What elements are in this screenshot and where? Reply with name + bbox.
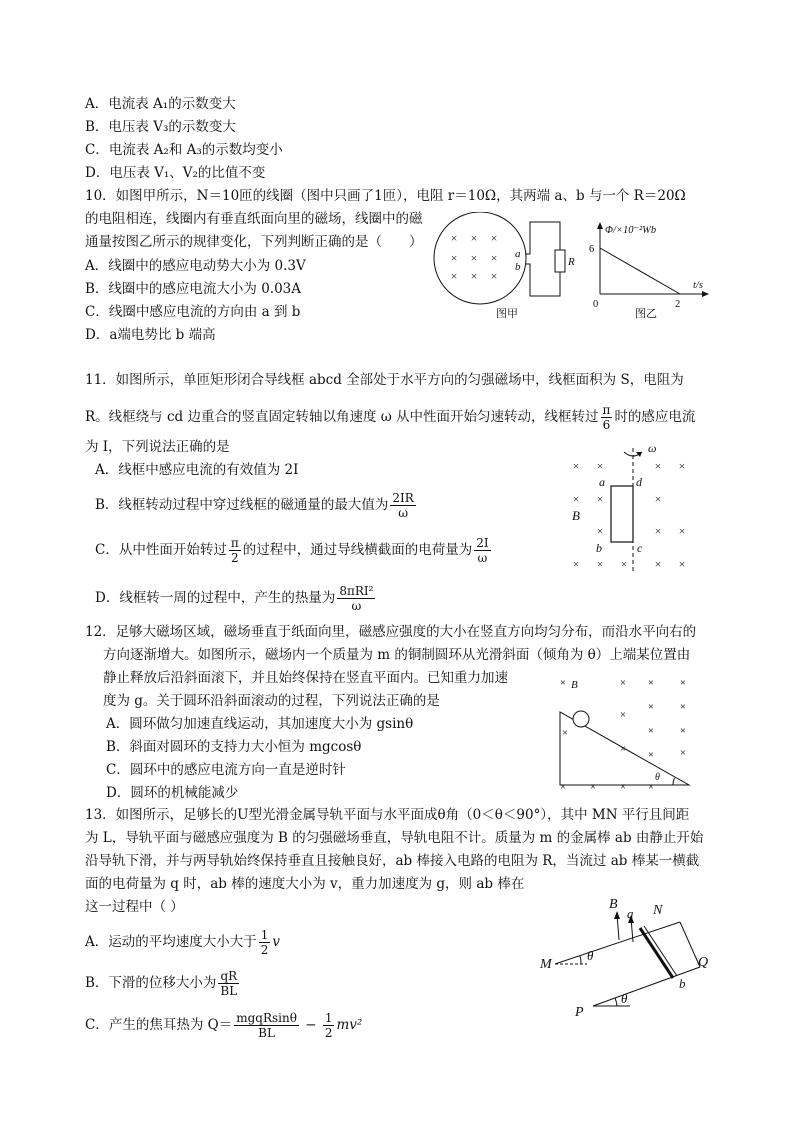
- rail-connector: [680, 922, 700, 967]
- svg-text:×: ×: [647, 677, 655, 689]
- q13-stem-1: 13．如图所示，足够长的U型光滑金属导轨平面与水平面成θ角（0＜θ＜90°），其中 MN 平行且间距: [85, 807, 690, 823]
- label-omega: ω: [648, 441, 657, 455]
- q10-stem-2: 的电阻相连，线圈内有垂直纸面向里的磁场，线圈中的磁: [85, 211, 423, 227]
- frac-2i-omega: $\frac{2I}{\omega}$: [476, 536, 489, 565]
- svg-text:×: ×: [450, 231, 458, 245]
- q12-figure-incline: [555, 672, 700, 794]
- x-axis-arrow: [702, 291, 709, 297]
- label-b: b: [679, 976, 686, 991]
- coil-circle: [434, 212, 526, 304]
- theta-arc-1: [580, 956, 581, 964]
- metal-rod-ab: [640, 928, 673, 978]
- magnetic-field-marks: [451, 231, 498, 283]
- q9-option-b: B．电压表 V₃的示数变大: [85, 119, 236, 135]
- frac-2ir-omega: $\frac{2IR}{\omega}$: [392, 491, 414, 520]
- svg-text:×: ×: [470, 269, 478, 283]
- svg-text:×: ×: [572, 492, 580, 506]
- label-a: a: [599, 475, 605, 489]
- q13-stem-4: 面的电荷量为 q 时，ab 棒的速度大小为 v，重力加速度为 g，则 ab 棒在: [85, 876, 525, 892]
- wire-frame-abcd: [611, 486, 633, 542]
- svg-text:×: ×: [679, 725, 687, 737]
- frac-pi-over-6: $\frac{\pi}{6}$: [602, 403, 611, 432]
- q13-stem-2: 为 L，导轨平面与磁感应强度为 B 的匀强磁场垂直，导轨电阻不计。质量为 m 的金属棒 ab 由静止开始: [85, 830, 704, 846]
- frac-qr-bl: $\frac{qR}{BL}$: [220, 969, 238, 998]
- svg-text:×: ×: [654, 459, 662, 473]
- label-B: B: [571, 679, 578, 691]
- q13-stem-3: 沿导轨下滑，并与两导轨始终保持垂直且接触良好，ab 棒接入电路的电阻为 R，当流过 ab 棒某一横截: [85, 853, 700, 869]
- q11-stem-3: 为 I，下列说法正确的是: [85, 439, 230, 455]
- copper-ring: [573, 711, 589, 727]
- q11-stem-2b: 时的感应电流: [614, 409, 696, 425]
- q10-option-b: B．线圈中的感应电流大小为 0.03A: [85, 281, 302, 297]
- q12-option-a: A．圆环做匀加速直线运动，其加速度大小为 gsinθ: [106, 716, 414, 732]
- magnetic-field-marks: [560, 677, 686, 793]
- frac-8pi-r-i2: $\frac{\text{8πRI²}}{\omega}$: [339, 584, 374, 613]
- q10-option-a: A．线圈中的感应电动势大小为 0.3V: [85, 258, 306, 274]
- svg-text:×: ×: [561, 727, 569, 739]
- svg-text:×: ×: [620, 557, 628, 571]
- label-M: M: [540, 957, 552, 972]
- svg-text:×: ×: [559, 781, 567, 793]
- svg-text:×: ×: [596, 557, 604, 571]
- svg-text:×: ×: [679, 701, 687, 713]
- svg-text:×: ×: [647, 749, 655, 761]
- label-a: a: [627, 906, 634, 921]
- svg-text:×: ×: [679, 747, 687, 759]
- svg-text:×: ×: [654, 557, 662, 571]
- q12-stem-2: 方向逐渐增大。如图所示，磁场内一个质量为 m 的铜制圆环从光滑斜面（倾角为 θ）上端某位置由: [103, 647, 691, 663]
- q11-option-d: D．线框转一周的过程中，产生的热量为 $\frac{\text{8πRI²}}{\omega}$: [95, 584, 374, 613]
- y-axis-arrow: [597, 222, 603, 229]
- svg-text:×: ×: [619, 743, 627, 755]
- x-axis-label: t/s: [693, 280, 703, 291]
- q12-option-b: B．斜面对圆环的支持力大小恒为 mgcosθ: [106, 739, 362, 755]
- q9-option-c: C．电流表 A₂和 A₃的示数均变小: [85, 142, 283, 158]
- svg-text:×: ×: [678, 524, 686, 538]
- frac-joule: $\frac{\text{mgqRsinθ}}{BL}$: [236, 1011, 297, 1040]
- svg-text:×: ×: [678, 557, 686, 571]
- x-tick-2: 2: [675, 299, 681, 310]
- svg-text:×: ×: [596, 492, 604, 506]
- q12-stem-4: 度为 g。关于圆环沿斜面滚动的过程，下列说法正确的是: [103, 693, 440, 709]
- flux-series-line: [600, 248, 680, 294]
- svg-text:×: ×: [490, 231, 498, 245]
- resistor-R: [555, 250, 565, 272]
- label-P: P: [575, 1005, 584, 1020]
- svg-text:×: ×: [572, 557, 580, 571]
- caption-fig-a: 图甲: [496, 308, 518, 320]
- q11-option-b: B．线框转动过程中穿过线框的磁通量的最大值为 $\frac{2IR}{\omega}$: [95, 491, 414, 520]
- q11-stem-2: [85, 400, 695, 434]
- label-B: B: [572, 508, 580, 523]
- q13-stem-5: 这一过程中（ ）: [85, 899, 184, 915]
- q12-stem-1: 12．足够大磁场区域，磁场垂直于纸面向里，磁感应强度的大小在竖直方向均匀分布，而沿水平向右的: [85, 624, 697, 640]
- y-tick-6: 6: [589, 244, 595, 255]
- frac-one-half: $\frac{1}{2}$: [260, 928, 269, 957]
- q12-stem-3: 静止释放后沿斜面滚下，并且始终保持在竖直平面内。已知重力加速: [103, 670, 508, 686]
- label-Q: Q: [698, 955, 709, 970]
- q10-figure-coil: [432, 212, 582, 322]
- svg-text:×: ×: [679, 677, 687, 689]
- svg-text:×: ×: [572, 459, 580, 473]
- svg-text:×: ×: [470, 251, 478, 265]
- svg-text:×: ×: [450, 269, 458, 283]
- label-B: B: [609, 897, 618, 912]
- q13-option-a: A．运动的平均速度大小大于 $\frac{1}{2}$ v: [85, 928, 281, 957]
- svg-text:×: ×: [619, 781, 627, 793]
- svg-text:×: ×: [559, 677, 567, 689]
- q12-option-c: C．圆环中的感应电流方向一直是逆时针: [106, 762, 346, 778]
- label-N: N: [653, 903, 663, 918]
- label-theta-2: θ: [621, 991, 628, 1006]
- q10-figure-flux-chart: [585, 220, 715, 322]
- svg-text:×: ×: [589, 781, 597, 793]
- theta-arc-2: [615, 998, 617, 1006]
- svg-text:×: ×: [654, 492, 662, 506]
- label-R: R: [568, 256, 575, 268]
- magnetic-field-marks: [573, 459, 686, 571]
- svg-text:×: ×: [596, 524, 604, 538]
- q10-option-d: D．a端电势比 b 端高: [85, 327, 216, 343]
- label-b: b: [596, 541, 602, 555]
- svg-text:×: ×: [654, 524, 662, 538]
- svg-text:×: ×: [490, 269, 498, 283]
- theta-arc: [673, 778, 675, 785]
- q9-option-a: A．电流表 A₁的示数变大: [85, 96, 236, 112]
- q13-option-b: B．下滑的位移大小为 $\frac{qR}{BL}$: [85, 969, 238, 998]
- wire-top: [525, 222, 560, 254]
- q10-stem-3: 通量按图乙所示的规律变化，下列判断正确的是（ ）: [85, 234, 423, 250]
- svg-text:×: ×: [678, 459, 686, 473]
- label-theta: θ: [655, 772, 660, 783]
- svg-text:×: ×: [596, 459, 604, 473]
- svg-text:×: ×: [647, 781, 655, 793]
- q11-stem-1: 11．如图所示，单匝矩形闭合导线框 abcd 全部处于水平方向的匀强磁场中，线框面积为 S，电阻为: [85, 372, 684, 388]
- q12-option-d: D．圆环的机械能减少: [106, 785, 239, 801]
- q9-option-d: D．电压表 V₁、V₂的比值不变: [85, 165, 266, 181]
- label-theta-1: θ: [587, 948, 594, 963]
- q13-option-c: C．产生的焦耳热为 Q＝ $\frac{\text{mgqRsinθ}}{BL}$ − $\frac{1}{2}$ mv²: [85, 1011, 363, 1040]
- caption-fig-b: 图乙: [635, 308, 657, 320]
- frac-one-half-c: $\frac{1}{2}$: [324, 1011, 333, 1040]
- svg-text:×: ×: [470, 231, 478, 245]
- svg-text:×: ×: [490, 251, 498, 265]
- label-c: c: [637, 541, 643, 555]
- svg-text:×: ×: [647, 725, 655, 737]
- origin-label: 0: [593, 299, 599, 310]
- label-a: a: [515, 248, 521, 260]
- label-b: b: [515, 261, 521, 273]
- q10-stem-1: 10．如图甲所示，N＝10匝的线圈（图中只画了1匝），电阻 r＝10Ω，其两端 a、b 与一个 R＝20Ω: [85, 188, 686, 204]
- q11-figure-rotating-frame: [562, 438, 697, 573]
- svg-text:×: ×: [619, 709, 627, 721]
- q13-figure-inclined-rails: [535, 892, 725, 1022]
- y-axis-label: Φ/×10⁻²Wb: [605, 225, 657, 236]
- svg-text:×: ×: [619, 677, 627, 689]
- q10-option-c: C．线圈中感应电流的方向由 a 到 b: [85, 304, 301, 320]
- label-d: d: [636, 475, 642, 489]
- q11-option-c: C．从中性面开始转过 $\frac{\pi}{2}$ 的过程中，通过导线横截面的电荷量为 $\frac{2I}{\omega}$: [95, 536, 489, 565]
- frac-pi-over-2: $\frac{\pi}{2}$: [230, 536, 239, 565]
- q11-option-a: A．线框中感应电流的有效值为 2I: [95, 462, 299, 478]
- q11-stem-2a: R。线框绕与 cd 边重合的竖直固定转轴以角速度 ω 从中性面开始匀速转动，线框转过: [85, 409, 599, 425]
- svg-text:×: ×: [450, 251, 458, 265]
- svg-text:×: ×: [647, 701, 655, 713]
